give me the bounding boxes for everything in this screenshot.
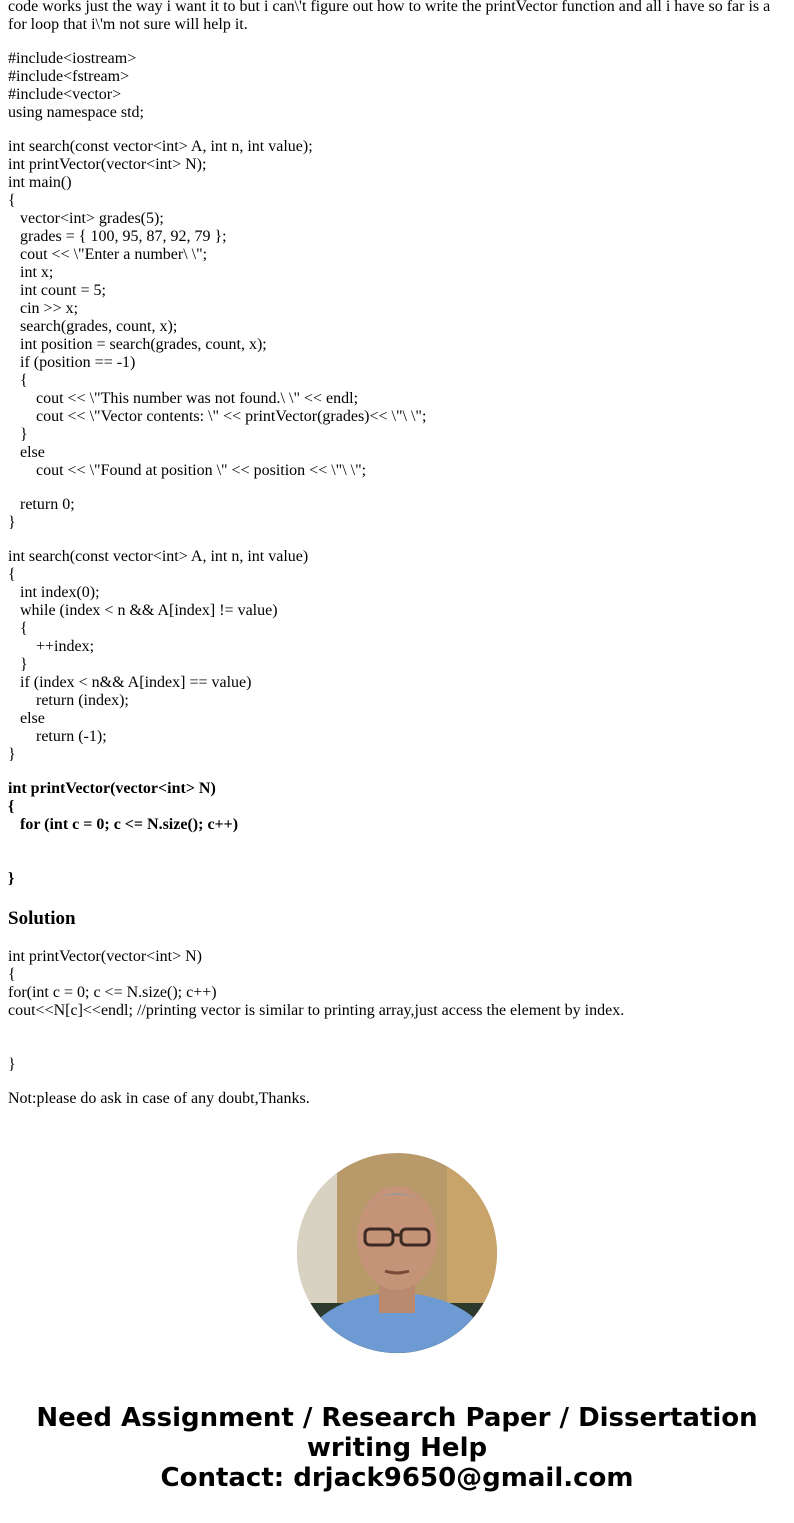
code-includes — [8, 50, 784, 122]
code-line: int search(const vector<int> A, int n, int value) — [8, 548, 309, 565]
code-line: cout << \"Enter a number\ \"; — [20, 246, 208, 263]
code-line: { — [8, 566, 16, 583]
code-line: } — [8, 746, 16, 763]
code-line: cout << \"Found at position \" << position << \"\ \"; — [36, 462, 367, 479]
question-text: code works just the way i want it to but i can\'t figure out how to write the printVector function and all i have so far is a for loop that i\'m not sure will help it. — [8, 0, 771, 33]
code-printvector-draft — [8, 780, 784, 888]
code-line: int printVector(vector<int> N) — [8, 780, 216, 797]
code-line: #include<fstream> — [8, 68, 130, 85]
code-line: int search(const vector<int> A, int n, int value); — [8, 138, 313, 155]
footer-line-1: Need Assignment / Research Paper / Dissertation — [36, 1403, 758, 1433]
code-line: if (position == -1) — [20, 354, 136, 371]
footer-contact: Contact: drjack9650@gmail.com — [160, 1463, 634, 1493]
code-line: int printVector(vector<int> N) — [8, 948, 202, 965]
code-line: return 0; — [20, 496, 75, 513]
code-line — [8, 1020, 784, 1038]
code-line: int main() — [8, 174, 72, 191]
code-line: int count = 5; — [20, 282, 106, 299]
solution-code — [8, 948, 784, 1074]
code-line: } — [8, 514, 16, 531]
code-line: } — [8, 870, 15, 887]
code-line: { — [8, 192, 16, 209]
code-main-return — [8, 496, 784, 532]
solution-note: Not:please do ask in case of any doubt,Thanks. — [8, 1090, 310, 1107]
code-line: return (-1); — [36, 728, 107, 745]
code-line: int x; — [20, 264, 54, 281]
code-line: else — [20, 444, 45, 461]
code-line: } — [20, 426, 28, 443]
code-line — [8, 834, 784, 852]
code-line: grades = { 100, 95, 87, 92, 79 }; — [20, 228, 227, 245]
code-line: { — [20, 620, 28, 637]
code-line: for (int c = 0; c <= N.size(); c++) — [20, 816, 239, 833]
code-line: cout << \"This number was not found.\ \" << endl; — [36, 390, 359, 407]
code-line: cout<<N[c]<<endl; //printing vector is similar to printing array,just access the element by index. — [8, 1002, 625, 1019]
code-line: #include<vector> — [8, 86, 122, 103]
code-line: vector<int> grades(5); — [20, 210, 164, 227]
code-line: return (index); — [36, 692, 129, 709]
code-line: int printVector(vector<int> N); — [8, 156, 207, 173]
code-line: { — [20, 372, 28, 389]
code-line — [8, 1038, 784, 1056]
code-line: cout << \"Vector contents: \" << printVector(grades)<< \"\ \"; — [36, 408, 427, 425]
code-line: { — [8, 966, 16, 983]
code-line: int index(0); — [20, 584, 100, 601]
document — [8, 0, 784, 1124]
footer-banner — [0, 1403, 794, 1493]
code-line: for(int c = 0; c <= N.size(); c++) — [8, 984, 217, 1001]
code-line: using namespace std; — [8, 104, 144, 121]
code-line: search(grades, count, x); — [20, 318, 178, 335]
code-line — [8, 852, 784, 870]
code-line: } — [8, 1056, 16, 1073]
code-line: { — [8, 798, 15, 815]
code-line: int position = search(grades, count, x); — [20, 336, 267, 353]
code-line: while (index < n && A[index] != value) — [20, 602, 278, 619]
code-line: } — [20, 656, 28, 673]
code-line: else — [20, 710, 45, 727]
code-line: cin >> x; — [20, 300, 79, 317]
solution-heading: Solution — [8, 908, 76, 929]
code-search-function — [8, 548, 784, 764]
code-line: ++index; — [36, 638, 95, 655]
code-line: #include<iostream> — [8, 50, 137, 67]
code-line: if (index < n&& A[index] == value) — [20, 674, 252, 691]
author-avatar — [297, 1153, 497, 1353]
code-main — [8, 138, 784, 480]
footer-line-2: writing Help — [306, 1433, 488, 1463]
